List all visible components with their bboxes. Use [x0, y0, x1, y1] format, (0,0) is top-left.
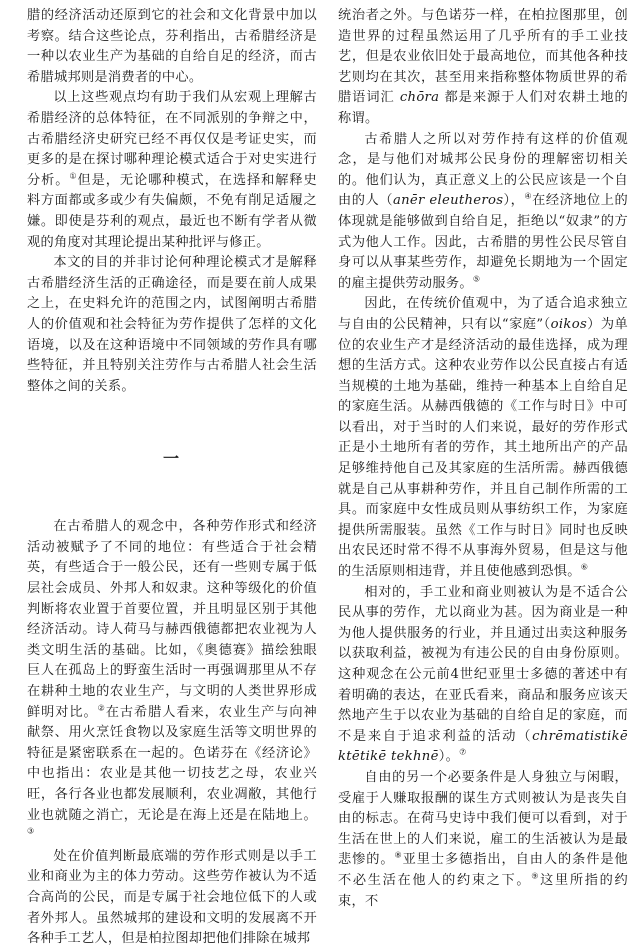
text-run: 这里所指的约束，不 [338, 872, 628, 909]
footnote-ref: ② [97, 703, 106, 713]
paragraph [338, 130, 628, 295]
paragraph [338, 768, 628, 912]
footnote-ref: ③ [27, 826, 35, 836]
text-run: 都是来源于人们对农耕土地的称谓。 [338, 90, 628, 126]
footnote-ref: ⑧ [394, 850, 403, 860]
footnote-ref: ⑨ [531, 871, 541, 881]
right-column [338, 6, 628, 909]
text-run: 亚里士多德指出，自由人的条件是他不必生活在他人的约束之下。 [338, 852, 628, 888]
text-run: 因此，在传统价值观中，为了适合追求独立与自由的公民精神，只有以“家庭”（ [338, 296, 628, 332]
text-run: 在古希腊人的观念中，各种劳作形式和经济活动被赋予了不同的地位：有些适合于社会精英，有些适合于一般公民，还有一些则专属于低层社会成员、外邦人和奴隶。这种等级化的价值判断将农业置于首要位置，并且明显区别于其他经济活动。诗人荷马与赫西俄德都把农业视为人类文明生活的基础。比如，《奥德赛》描绘独眼巨人在孤岛上的野蛮生活时一再强调那里从不存在耕种土地的农业生产，与文明的人类世界形成鲜明对比。 [27, 519, 317, 720]
paragraph [338, 583, 628, 768]
paragraph [338, 294, 628, 582]
text-run: 以上这些观点均有助于我们从宏观上理解古希腊经济的总体特征，在不同派别的争辩之中，古希腊经济史研究已经不再仅仅是考证史实，而更多的是在探讨哪种理论模式适合于对史实进行分析。 [27, 90, 317, 188]
text-run: 自由的另一个必要条件是人身独立与闲暇，受雇于人赚取报酬的谋生方式则被认为是丧失自由的标志。在荷马史诗中我们便可以看到，对于生活在世上的人们来说，雇工的生活被认为是最悲惨的。 [338, 769, 628, 868]
section-number: 一 [162, 448, 181, 468]
paragraph: 处在价值判断最底端的劳作形式则是以手工业和商业为主的体力劳动。这些劳作被认为不适合高尚的公民，而是专属于社会地位低下的人或者外邦人。虽然城邦的建设和文明的发展离不开各种手工艺人，但是柏拉图却把他们排除在城邦 [27, 848, 317, 947]
text-run: ）。 [438, 749, 460, 765]
left-column [27, 6, 318, 947]
paragraph [338, 6, 628, 130]
footnote-ref: ① [69, 171, 78, 181]
paragraph: 腊的经济活动还原到它的社会和文化背景中加以考察。结合这些论点，芬利指出，古希腊经济是一种以农业生产为基础的自给自足的经济，而古希腊城邦则是消费者的中心。 [27, 8, 317, 85]
text-run: 但是，无论哪种模式，在选择和解释史料方面都或多或少有失偏颇，不免有削足适履之嫌。即使是芬利的观点，最近也不断有学者从微观的角度对其理论提出某种批评与修正。 [27, 172, 317, 250]
greek-term: anēr eleutheros [392, 193, 504, 209]
text-run: 相对的，手工业和商业则被认为是不适合公民从事的劳作，尤以商业为甚。因为商业是一种为他人提供服务的行业，并且通过出卖这种服务以获取利益，被视为有违公民的自由身份原则。这种观念在公元前4世纪亚里士多德的著述中有着明确的表达，在亚氏看来，商品和服务应该天然地产生于以农业为基础的自给自足的家庭，而不是来自于追求利益的活动（ [338, 584, 628, 744]
greek-term: chrēmatistikē ktētikē tekhnē [338, 728, 628, 765]
paragraph: 本文的目的并非讨论何种理论模式才是解释古希腊经济生活的正确途径，而是要在前人成果之上，在史料允许的范围之内，试图阐明古希腊人的价值观和社会特征为劳作提供了怎样的文化语境，以及在这种语境中不同领域的劳作具有哪些特征，并且特别关注劳作与古希腊人社会生活整体之间的关系。 [27, 255, 317, 394]
text-run: 统治者之外。与色诺芬一样，在柏拉图那里，创造世界的过程虽然运用了几乎所有的手工业技艺，但是农业依旧处于最高地位，而其他各种技艺则均在其次，甚至用来指称整体物质世界的希腊语词汇 [338, 8, 628, 106]
footnote-ref: ⑥ [580, 562, 589, 572]
greek-term: chōra [394, 90, 445, 106]
text-run: 古希腊人之所以对劳作持有这样的价值观念，是与他们对城邦公民身份的理解密切相关的。他们认为，真正意义上的公民应该是一个自由的人（ [338, 131, 628, 209]
paragraph [27, 517, 317, 847]
footnote-ref: ⑤ [472, 274, 481, 284]
text-run: ）为单位的农业生产才是经济活动的最佳选择，成为理想的生活方式。这种农业劳作以公民直接占有适当规模的土地为基础，维持一种基本上自给自足的家庭生活。从赫西俄德的《工作与时日》中可以看出，对于当时的人们来说，最好的劳作形式正是小土地所有者的劳作，其土地所出产的产品足够维持他自己及其家庭的生活所需。赫西俄德就是自己从事耕种劳作，并且自己制作所需的工具。而家庭中女性成员则从事纺织工作，为家庭提供所需服装。虽然《工作与时日》同时也反映出农民还时常不得不从事海外贸易，但是这与他的生活原则相违背，并且使他感到恐惧。 [338, 316, 628, 580]
section-heading [27, 397, 317, 517]
text-run: 在古希腊人看来，农业生产与向神献祭、用火烹饪食物以及家庭生活等文明世界的特征是紧密联系在一起的。色诺芬在《经济论》中也指出：农业是其他一切技艺之母，农业兴旺，各行各业也都发展顺利，农业凋敝，其他行业也就随之消亡，无论是在海上还是在陆地上。 [27, 704, 318, 823]
text-run: ）， [503, 193, 525, 209]
text-run: 在经济地位上的体现就是能够做到自给自足，拒绝以“奴隶”的方式为他人工作。因此，古希腊的男性公民尽管自身可以从事某些劳作，却避免长期地为一个固定的雇主提供劳动服务。 [338, 193, 628, 291]
greek-term: oikos [550, 316, 588, 332]
footnote-ref: ④ [524, 191, 533, 201]
footnote-ref: ⑦ [459, 747, 467, 757]
paragraph [27, 88, 317, 253]
